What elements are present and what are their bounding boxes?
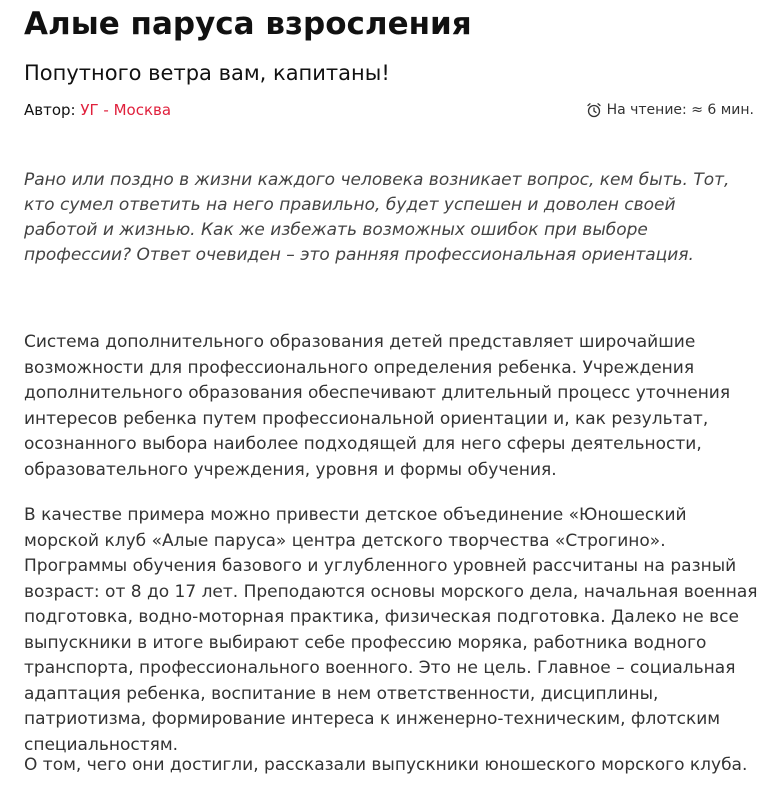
article-title: Алые паруса взросления xyxy=(24,6,472,42)
author-label: Автор: xyxy=(24,101,76,119)
article-subtitle: Попутного ветра вам, капитаны! xyxy=(24,61,390,85)
body-paragraph: О том, чего они достигли, рассказали выпускники юношеского морского клуба. xyxy=(24,755,748,775)
alarm-clock-icon xyxy=(586,102,602,118)
author-line xyxy=(24,98,171,122)
read-time-text: На чтение: ≈ 6 мин. xyxy=(606,102,754,118)
article-lead: Рано или поздно в жизни каждого человека возникает вопрос, кем быть. Тот, кто сумел ответить на него правильно, будет успешен и доволен своей работой и жизнью. Как же избежать возможных ошибок при выборе профессии? Ответ очевиден – это ранняя профессиональная ориентация. xyxy=(24,170,730,265)
read-time xyxy=(586,98,754,122)
body-paragraph: Система дополнительного образования детей представляет широчайшие возможности для профессионального определения ребенка. Учреждения дополнительного образования обеспечивают длительный процесс уточнения интересов ребенка путем профессиональной ориентации и, как результат, осознанного выбора наиболее подходящей для него сферы деятельности, образовательного учреждения, уровня и формы обучения. xyxy=(24,332,731,480)
author-link[interactable]: УГ - Москва xyxy=(80,101,172,119)
body-paragraph: В качестве примера можно привести детское объединение «Юношеский морской клуб «Алые паруса» центра детского творчества «Строгино». Программы обучения базового и углубленного уровней рассчитаны на разный возраст: от 8 до 17 лет. Преподаются основы морского дела, начальная военная подготовка, водно-моторная практика, физическая подготовка. Далеко не все выпускники в итоге выбирают себе профессию моряка, работника водного транспорта, профессионального военного. Это не цель. Главное – социальная адаптация ребенка, воспитание в нем ответственности, дисциплины, патриотизма, формирование интереса к инженерно-техническим, флотским специальностям. xyxy=(24,505,758,755)
article-meta xyxy=(24,98,754,122)
